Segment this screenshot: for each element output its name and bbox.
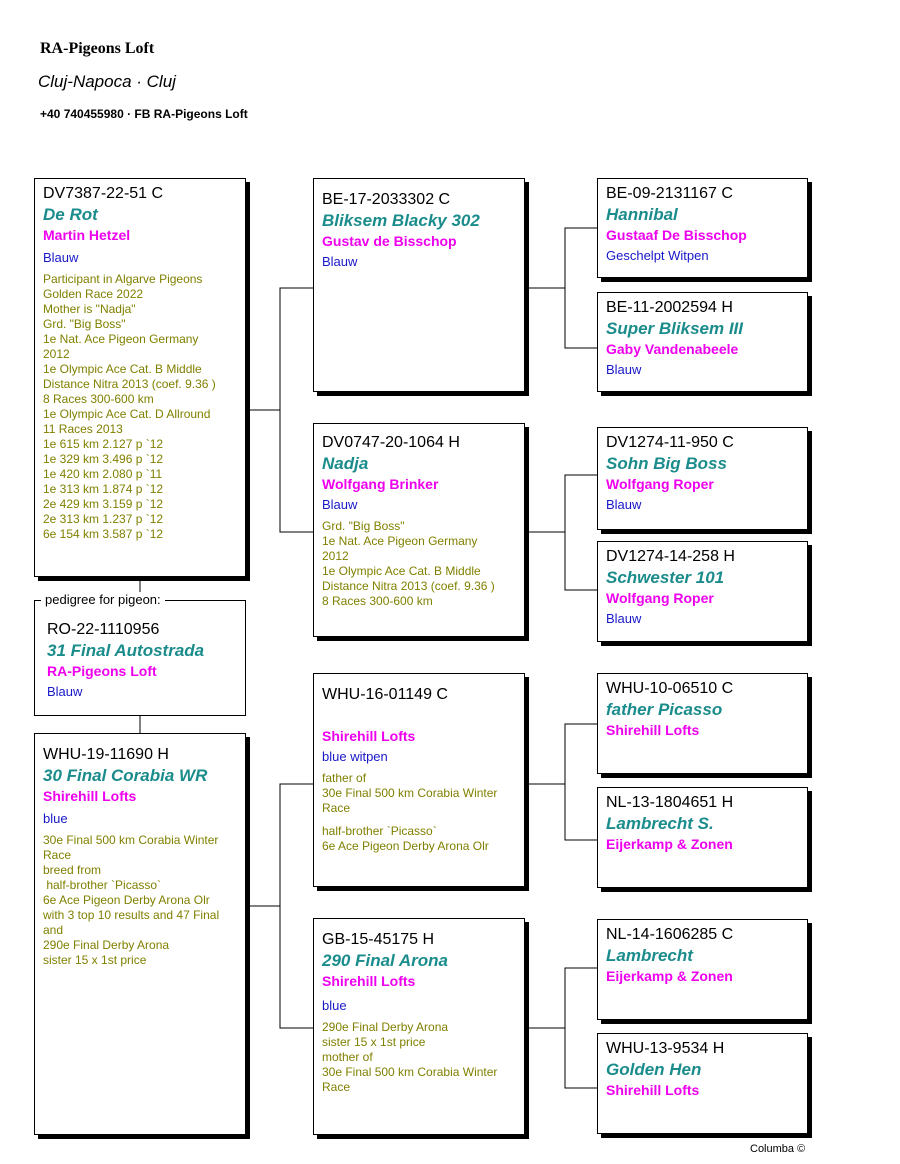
subject-owner: RA-Pigeons Loft <box>47 663 157 679</box>
dam-dam-sire-card[interactable] <box>597 919 808 1020</box>
sire-name: De Rot <box>43 205 98 224</box>
dam-owner: Shirehill Lofts <box>43 788 137 804</box>
sds-owner: Wolfgang Roper <box>606 476 714 492</box>
dam-sire-notes: father of 30e Final 500 km Corabia Winter Race half-brother `Picasso` 6e Ace Pigeon Derby Arona Olr <box>322 771 498 853</box>
sire-ring: DV7387-22-51 C <box>43 185 164 202</box>
sss-color: Geschelpt Witpen <box>606 248 709 263</box>
sire-sire-owner: Gustav de Bisschop <box>322 233 457 249</box>
sire-sire-color: Blauw <box>322 254 358 269</box>
dss-ring: WHU-10-06510 C <box>606 680 734 697</box>
dds-name: Lambrecht <box>606 946 693 965</box>
sire-dam-name: Nadja <box>322 454 369 473</box>
dss-name: father Picasso <box>606 700 723 719</box>
sire-sire-card[interactable] <box>313 178 525 392</box>
dam-dam-card[interactable] <box>313 918 525 1135</box>
sire-dam-owner: Wolfgang Brinker <box>322 476 439 492</box>
ddd-ring: WHU-13-9534 H <box>606 1040 725 1057</box>
dam-dam-name: 290 Final Arona <box>322 951 448 970</box>
dam-sire-ring: WHU-16-01149 C <box>322 686 448 703</box>
sds-ring: DV1274-11-950 C <box>606 434 734 451</box>
sds-name: Sohn Big Boss <box>606 454 727 473</box>
subject-name: 31 Final Autostrada <box>47 641 205 660</box>
dam-card[interactable] <box>34 733 246 1135</box>
dam-dam-owner: Shirehill Lofts <box>322 973 416 989</box>
subject-color: Blauw <box>47 684 83 699</box>
ssd-name: Super Bliksem III <box>606 319 743 338</box>
sdd-name: Schwester 101 <box>606 568 725 587</box>
sdd-color: Blauw <box>606 611 642 626</box>
dam-dam-dam-card[interactable] <box>597 1033 808 1134</box>
dam-color: blue <box>43 811 68 826</box>
ssd-ring: BE-11-2002594 H <box>606 299 733 316</box>
dsd-ring: NL-13-1804651 H <box>606 794 734 811</box>
footer-credit: Columba © <box>750 1143 806 1155</box>
sdd-ring: DV1274-14-258 H <box>606 548 735 565</box>
dam-sire-dam-card[interactable] <box>597 787 808 888</box>
sss-name: Hannibal <box>606 205 678 224</box>
subject-legend: pedigree for pigeon: <box>41 592 165 607</box>
sire-sire-dam-card[interactable] <box>597 292 808 392</box>
sire-dam-card[interactable] <box>313 423 525 637</box>
dds-owner: Eijerkamp & Zonen <box>606 968 733 984</box>
sds-color: Blauw <box>606 497 642 512</box>
loft-name: RA-Pigeons Loft <box>40 40 155 57</box>
sire-dam-notes: Grd. "Big Boss" 1e Nat. Ace Pigeon Germany 2012 1e Olympic Ace Cat. B Middle Distance Nitra 2013 (coef. 9.36 ) 8 Races 300-600 km <box>322 519 495 608</box>
sdd-owner: Wolfgang Roper <box>606 590 714 606</box>
sire-notes: Participant in Algarve Pigeons Golden Race 2022 Mother is "Nadja" Grd. "Big Boss" 1e Nat. Ace Pigeon Germany 2012 1e Olympic Ace Cat. B Middle Distance Nitra 2013 (coef. 9.36 ) 8 Races 300-600 km 1e Olympic Ace Cat. D Allround 11 Races 2013 1e 615 km 2.127 p `12 1e 329 km 3.496 p `12 1e 420 km 2.080 p `11 1e 313 km 1.874 p `12 2e 429 km 3.159 p `12 2e 313 km 1.237 p `12 6e 154 km 3.587 p `12 <box>43 272 216 541</box>
sire-sire-ring: BE-17-2033302 C <box>322 191 451 208</box>
dam-name: 30 Final Corabia WR <box>43 766 208 785</box>
dam-sire-color: blue witpen <box>322 749 388 764</box>
loft-contact: +40 740455980 · FB RA-Pigeons Loft <box>40 107 248 121</box>
loft-location: Cluj-Napoca · Cluj <box>38 72 176 91</box>
subject-pigeon-box <box>34 592 246 716</box>
sire-owner: Martin Hetzel <box>43 227 131 243</box>
dam-ring: WHU-19-11690 H <box>43 746 169 763</box>
sss-ring: BE-09-2131167 C <box>606 185 733 202</box>
ddd-owner: Shirehill Lofts <box>606 1082 700 1098</box>
subject-ring: RO-22-1110956 <box>47 621 160 638</box>
ssd-color: Blauw <box>606 362 642 377</box>
dsd-name: Lambrecht S. <box>606 814 714 833</box>
dss-owner: Shirehill Lofts <box>606 722 700 738</box>
sire-dam-dam-card[interactable] <box>597 541 808 642</box>
dsd-owner: Eijerkamp & Zonen <box>606 836 733 852</box>
dam-sire-card[interactable] <box>313 673 525 887</box>
sire-dam-ring: DV0747-20-1064 H <box>322 434 460 451</box>
dam-notes: 30e Final 500 km Corabia Winter Race breed from half-brother `Picasso` 6e Ace Pigeon Derby Arona Olr with 3 top 10 results and 47 Final and 290e Final Derby Arona sister 15 x 1st price <box>43 833 220 967</box>
dam-sire-sire-card[interactable] <box>597 673 808 774</box>
ssd-owner: Gaby Vandenabeele <box>606 341 739 357</box>
dam-dam-notes: 290e Final Derby Arona sister 15 x 1st price mother of 30e Final 500 km Corabia Winter Race <box>322 1020 498 1094</box>
dam-dam-color: blue <box>322 998 347 1013</box>
sss-owner: Gustaaf De Bisschop <box>606 227 747 243</box>
sire-dam-color: Blauw <box>322 497 358 512</box>
ddd-name: Golden Hen <box>606 1060 702 1079</box>
sire-sire-sire-card[interactable] <box>597 178 808 278</box>
sire-dam-sire-card[interactable] <box>597 427 808 530</box>
dam-sire-owner: Shirehill Lofts <box>322 728 416 744</box>
dds-ring: NL-14-1606285 C <box>606 926 734 943</box>
sire-sire-name: Bliksem Blacky 302 <box>322 211 480 230</box>
dam-dam-ring: GB-15-45175 H <box>322 931 435 948</box>
sire-card[interactable] <box>34 178 246 577</box>
sire-color: Blauw <box>43 250 79 265</box>
dam-sire-name <box>322 705 516 727</box>
